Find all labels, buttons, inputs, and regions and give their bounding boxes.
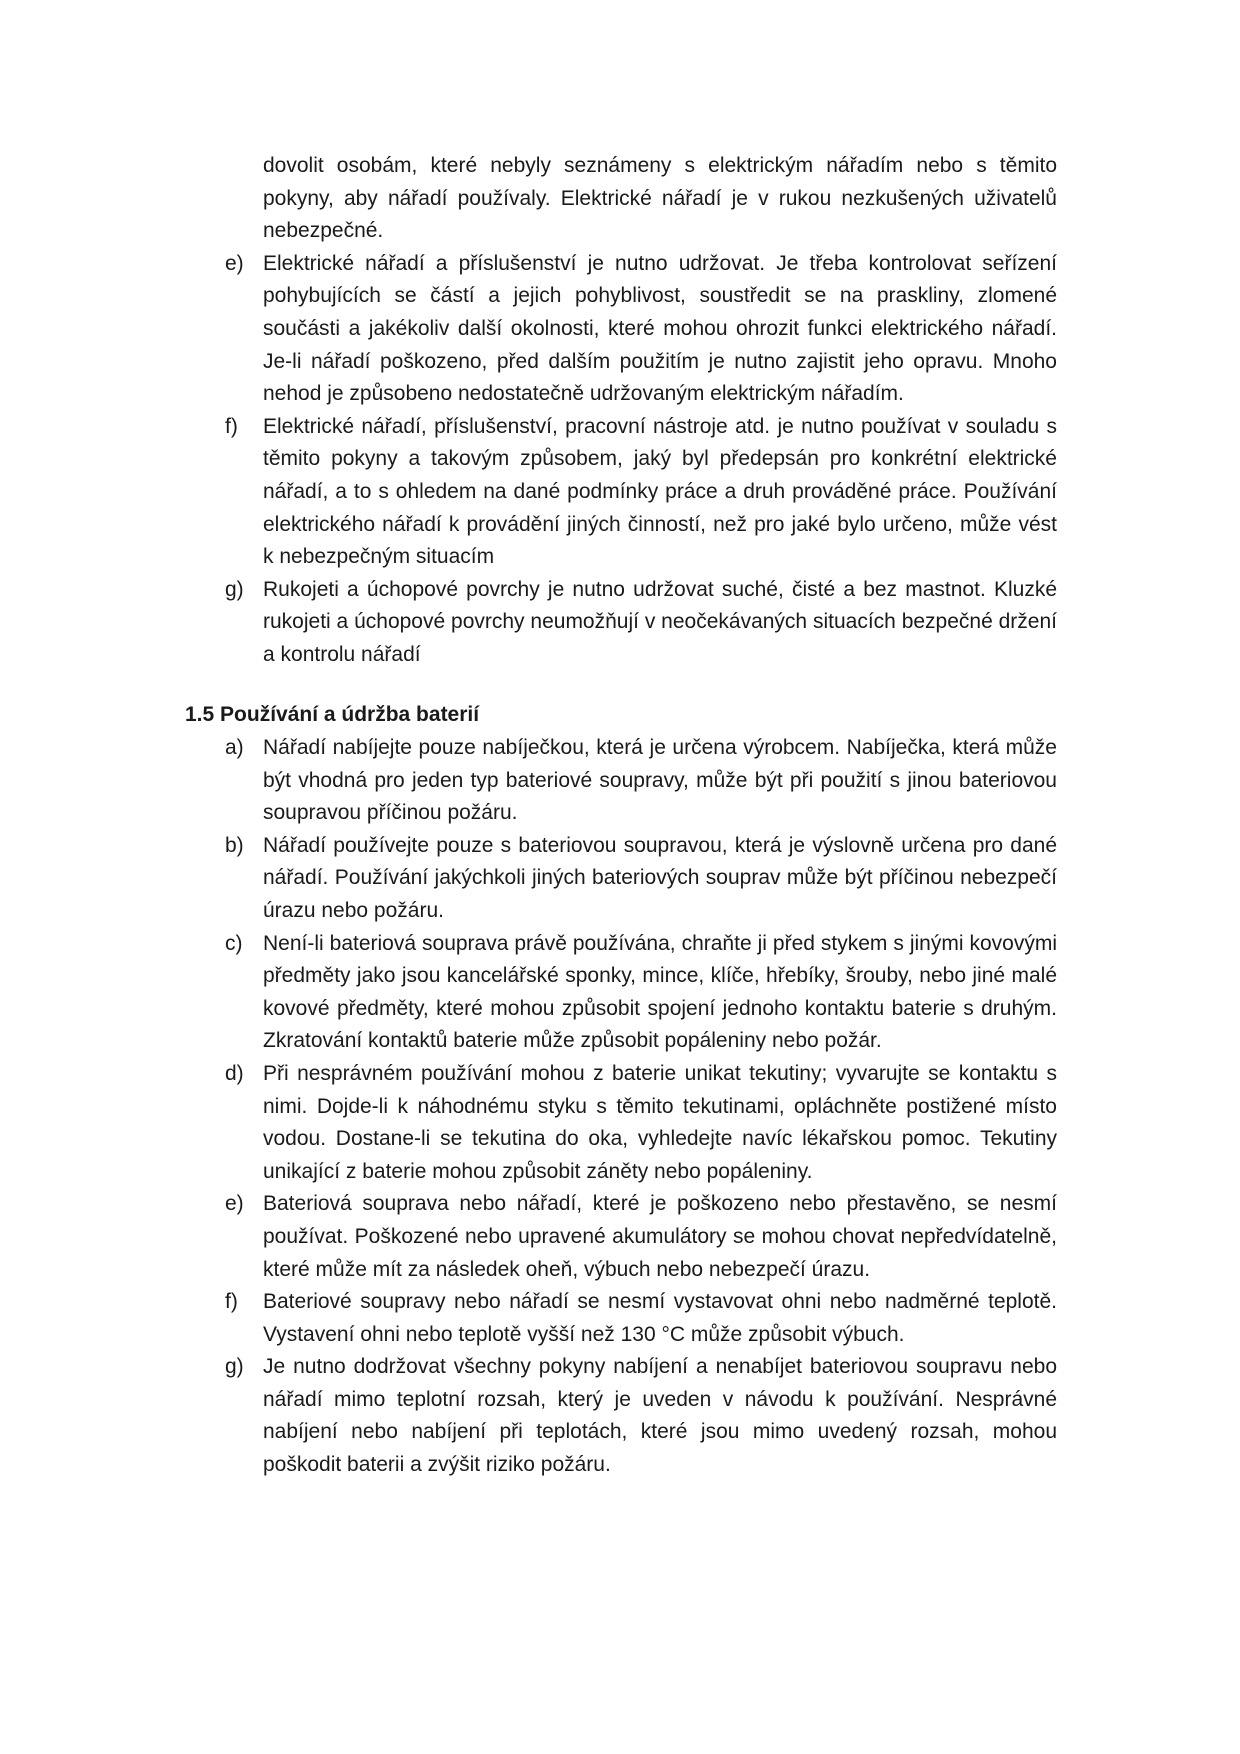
list-item: [185, 248, 1057, 411]
list-item-marker: a): [225, 736, 244, 759]
section-1-5-list: [185, 732, 1057, 1482]
list-item: [185, 411, 1057, 574]
section-heading: 1.5 Používání a údržba baterií: [185, 703, 480, 726]
list-item-text: Rukojeti a úchopové povrchy je nutno udržovat suché, čisté a bez mastnot. Kluzké rukojeti a úchopové povrchy neumožňují v neočekávaných situacích bezpečné držení a kontrolu nářadí: [263, 577, 1057, 666]
list-item-marker: e): [225, 1192, 244, 1216]
list-item: [185, 1058, 1057, 1188]
list-item-marker: d): [225, 1061, 244, 1085]
list-item-text: Nářadí používejte pouze s bateriovou soupravou, která je výslovně určena pro dané nářadí. Používání jakýchkoli jiných bateriových souprav může být příčinou nebezpečí úrazu nebo požáru.: [263, 833, 1057, 922]
list-item: [185, 574, 1057, 672]
list-item-text: Elektrické nářadí, příslušenství, pracovní nástroje atd. je nutno používat v souladu s těmito pokyny a takovým způsobem, jaký byl předepsán pro konkrétní elektrické nářadí, a to s ohledem na dané podmínky práce a druh prováděné práce. Používání elektrického nářadí k provádění jiných činností, než pro jaké bylo určeno, může vést k nebezpečným situacím: [263, 414, 1057, 569]
list-item-marker: f): [225, 414, 238, 438]
list-item-continuation: [185, 150, 1057, 248]
list-item: [185, 928, 1057, 1058]
list-item-text: Elektrické nářadí a příslušenství je nutno udržovat. Je třeba kontrolovat seřízení pohybujících se částí a jejich pohyblivost, soustředit se na praskliny, zlomené součásti a jakékoliv další okolnosti, které mohou ohrozit funkci elektrického nářadí. Je-li nářadí poškozeno, před dalším použitím je nutno zajistit jeho opravu. Mnoho nehod je způsobeno nedostatečně udržovaným elektrickým nářadím.: [263, 251, 1057, 406]
list-item-marker: g): [225, 577, 244, 601]
section-1-4-list: [185, 150, 1057, 672]
list-item-text: Je nutno dodržovat všechny pokyny nabíjení a nenabíjet bateriovou soupravu nebo nářadí mimo teplotní rozsah, který je uveden v návodu k používání. Nesprávné nabíjení nebo nabíjení při teplotách, které jsou mimo uvedený rozsah, mohou poškodit baterii a zvýšit riziko požáru.: [263, 1355, 1057, 1477]
list-item: [185, 1351, 1057, 1481]
list-item-marker: b): [225, 833, 244, 857]
list-item-marker: g): [225, 1355, 244, 1379]
list-item-text: Bateriová souprava nebo nářadí, které je poškozeno nebo přestavěno, se nesmí používat. Poškozené nebo upravené akumulátory se mohou chovat nepředvídatelně, které může mít za následek oheň, výbuch nebo nebezpečí úrazu.: [263, 1192, 1057, 1281]
list-item-text: dovolit osobám, které nebyly seznámeny s elektrickým nářadím nebo s těmito pokyny, aby nářadí používaly. Elektrické nářadí je v rukou nezkušených uživatelů nebezpečné.: [263, 154, 1057, 243]
list-item: [185, 1286, 1057, 1351]
list-item-text: Není-li bateriová souprava právě používána, chraňte ji před stykem s jinými kovovými předměty jako jsou kancelářské sponky, mince, klíče, hřebíky, šrouby, nebo jiné malé kovové předměty, které mohou způsobit spojení jednoho kontaktu baterie s druhým. Zkratování kontaktů baterie může způsobit popáleniny nebo požár.: [263, 931, 1057, 1053]
list-item-text: Bateriové soupravy nebo nářadí se nesmí vystavovat ohni nebo nadměrné teplotě. Vystavení ohni nebo teplotě vyšší než 130 °C může způsobit výbuch.: [263, 1290, 1057, 1346]
list-item-marker: f): [225, 1290, 238, 1314]
list-item-text: Nářadí nabíjejte pouze nabíječkou, která je určena výrobcem. Nabíječka, která může být vhodná pro jeden typ bateriové soupravy, může být při použití s jinou bateriovou soupravou příčinou požáru.: [263, 736, 1057, 825]
list-item: [185, 830, 1057, 928]
list-item: [185, 1188, 1057, 1286]
list-item-marker: e): [225, 251, 244, 275]
list-item-marker: c): [225, 931, 243, 955]
list-item: [185, 732, 1057, 830]
list-item-text: Při nesprávném používání mohou z baterie unikat tekutiny; vyvarujte se kontaktu s nimi. Dojde-li k náhodnému styku s těmito tekutinami, opláchněte postižené místo vodou. Dostane-li se tekutina do oka, vyhledejte navíc lékařskou pomoc. Tekutiny unikající z baterie mohou způsobit záněty nebo popáleniny.: [263, 1061, 1057, 1183]
